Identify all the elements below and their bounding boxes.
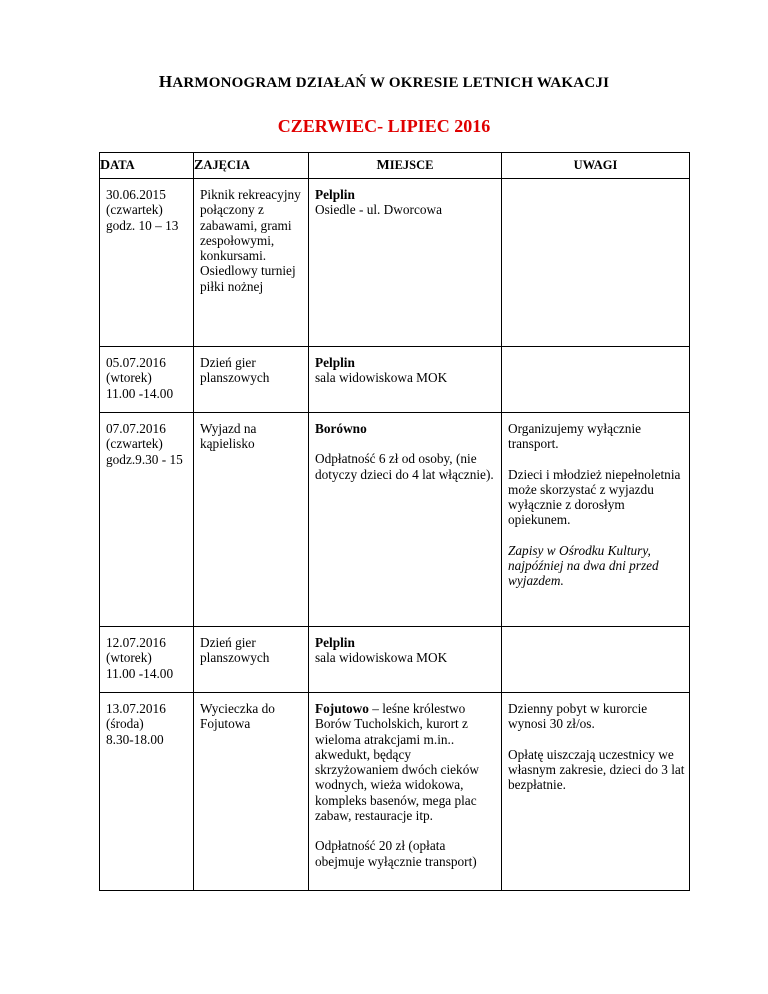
cell-place [309,347,502,413]
cell-place [309,413,502,627]
cell-place [309,693,502,891]
column-header-notes: UWAGI [502,153,690,179]
table-row [100,413,690,627]
place-fee: Odpłatność 20 zł (opłata obejmuje wyłącznie transport) [315,838,477,869]
cell-notes [502,347,690,413]
note-text: Organizujemy wyłącznie transport. [508,421,642,452]
cell-activity: Piknik rekreacyjny połączony z zabawami, grami zespołowymi, konkursami. Osiedlowy turniej piłki nożnej [194,179,309,347]
document-title [0,72,768,92]
place-detail: Fojutowo – leśne królestwo Borów Tucholskich, kurort z wieloma atrakcjami m.in.. akwedukt, będący skrzyżowaniem dwóch cieków wodnych, wieża widokowa, kompleks basenów, mega plac zabaw, restauracje itp. [315,701,479,824]
place-detail: sala widowiskowa MOK [315,650,448,666]
cell-date: 07.07.2016 (czwartek) godz.9.30 - 15 [100,413,194,627]
header-row [100,153,690,179]
place-detail: sala widowiskowa MOK [315,370,448,386]
note-text: Dzienny pobyt w kurorcie wynosi 30 zł/os. [508,701,648,732]
cell-activity: Dzień gier planszowych [194,347,309,413]
title-rest: ARMONOGRAM DZIAŁAŃ W OKRESIE LETNICH WAKACJI [172,75,610,91]
table-row [100,179,690,347]
note-text: Opłatę uiszczają uczestnicy we własnym zakresie, dzieci do 3 lat bezpłatnie. [508,746,685,793]
title-initial: H [158,72,173,91]
document-subtitle: CZERWIEC- LIPIEC 2016 [277,116,491,136]
column-header-activity: ZAJĘCIA [194,153,309,179]
place-detail: Odpłatność 6 zł od osoby, (nie dotyczy dzieci do 4 lat włącznie). [315,451,494,482]
cell-notes [502,693,690,891]
cell-date: 05.07.2016 (wtorek) 11.00 -14.00 [100,347,194,413]
cell-date: 13.07.2016 (środa) 8.30-18.00 [100,693,194,891]
cell-date: 30.06.2015 (czwartek) godz. 10 – 13 [100,179,194,347]
cell-activity: Dzień gier planszowych [194,627,309,693]
table-row [100,347,690,413]
place-name: Pelplin [315,355,355,370]
cell-notes [502,627,690,693]
cell-place [309,627,502,693]
note-text-italic: Zapisy w Ośrodku Kultury, najpóźniej na dwa dni przed wyjazdem. [508,542,659,589]
cell-place [309,179,502,347]
place-name: Fojutowo [315,701,369,716]
table-row [100,627,690,693]
table-row [100,693,690,891]
column-header-place: MIEJSCE [309,153,502,179]
place-name: Borówno [315,421,367,436]
cell-date: 12.07.2016 (wtorek) 11.00 -14.00 [100,627,194,693]
cell-activity: Wyjazd na kąpielisko [194,413,309,627]
cell-notes [502,413,690,627]
column-header-date: DATA [100,153,194,179]
place-detail: Osiedle - ul. Dworcowa [315,202,443,218]
schedule-table [99,152,690,891]
place-name: Pelplin [315,635,355,650]
cell-notes [502,179,690,347]
cell-activity: Wycieczka do Fojutowa [194,693,309,891]
note-text: Dzieci i młodzież niepełnoletnia może skorzystać z wyjazdu wyłącznie z dorosłym opiekunem. [508,466,681,528]
place-name: Pelplin [315,187,355,202]
